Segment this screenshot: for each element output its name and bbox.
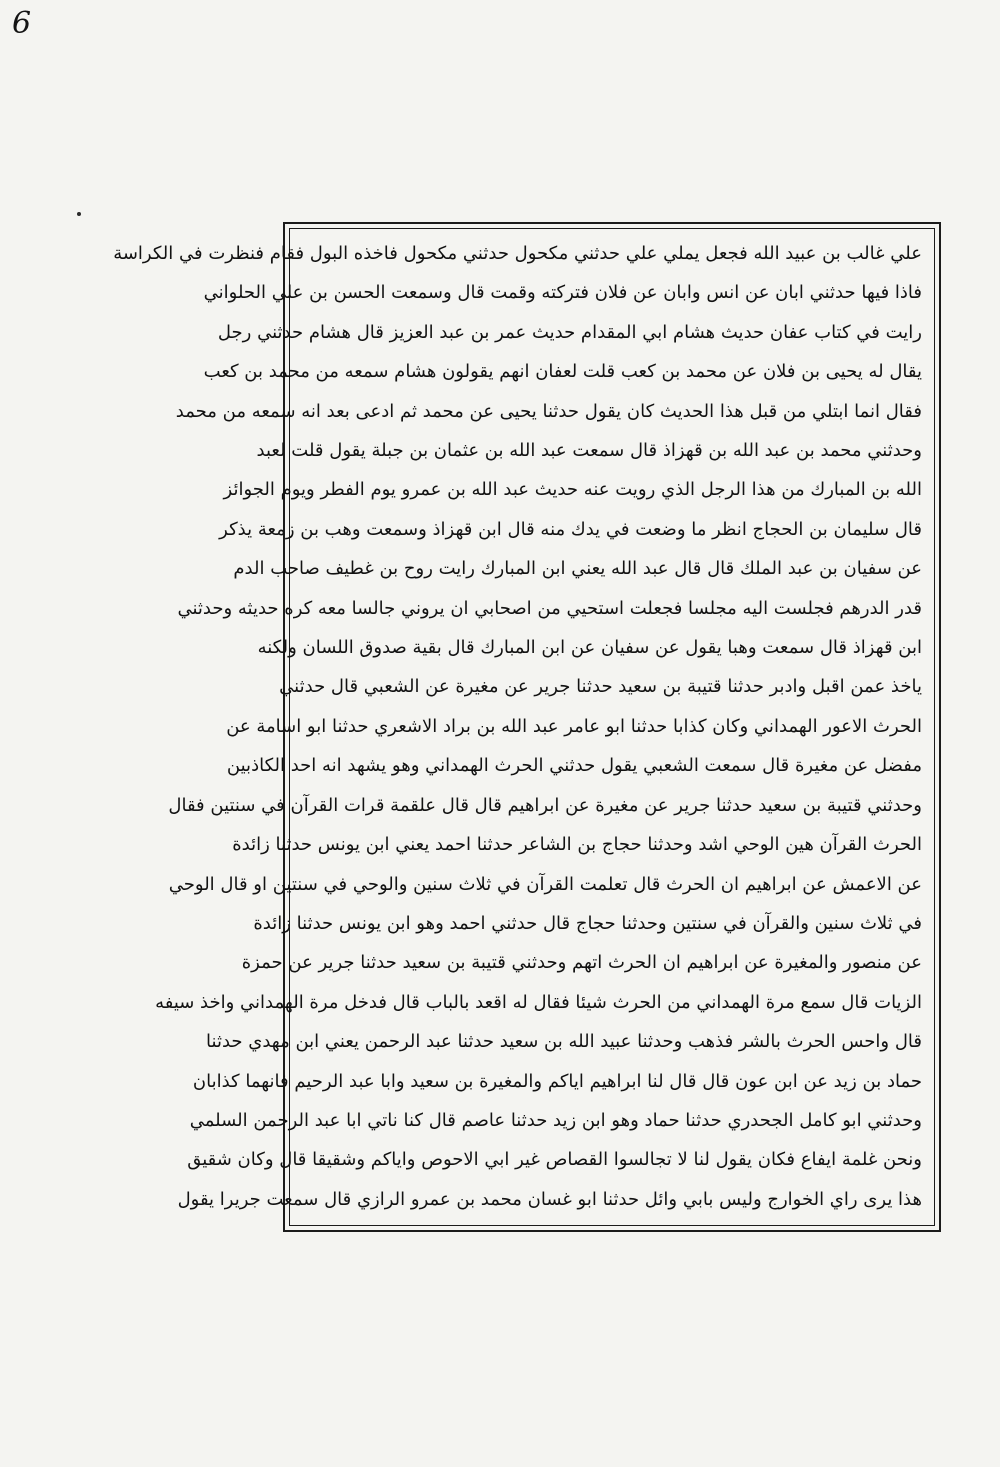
- page-number: 6: [12, 6, 32, 41]
- manuscript-text: [113, 237, 922, 1217]
- manuscript-line: ياخذ عمن اقبل وادبر حدثنا قتيبة بن سعيد حدثنا جرير عن مغيرة عن الشعبي قال حدثني: [279, 676, 922, 698]
- manuscript-line: قال واحس الحرث بالشر فذهب وحدثنا عبيد الله بن سعيد حدثنا عبد الرحمن يعني ابن مهدي حدثنا: [206, 1031, 922, 1053]
- manuscript-line: قدر الدرهم فجلست اليه مجلسا فجعلت استحيي من اصحابي ان يروني جالسا معه كره حديثه وحدثني: [177, 597, 922, 619]
- manuscript-line: وحدثني قتيبة بن سعيد حدثنا جرير عن مغيرة عن ابراهيم قال قال علقمة قرات القرآن في سنتين فقال: [168, 794, 922, 816]
- manuscript-line: فقال انما ابتلي من قبل هذا الحديث كان يقول حدثنا يحيى عن محمد ثم ادعى بعد انه سمعه من محمد: [175, 400, 922, 422]
- manuscript-line: وحدثني ابو كامل الجحدري حدثنا حماد وهو ابن زيد حدثنا عاصم قال كنا ناتي ابا عبد الرحمن السلمي: [189, 1109, 922, 1131]
- manuscript-line: حماد بن زيد عن ابن عون قال قال لنا ابراهيم اياكم والمغيرة بن سعيد وابا عبد الرحيم فانهما كذابان: [192, 1070, 922, 1092]
- manuscript-line: عن الاعمش عن ابراهيم ان الحرث قال تعلمت القرآن في ثلاث سنين والوحي في سنتين او قال الوحي: [168, 873, 922, 895]
- manuscript-line: مفضل عن مغيرة قال سمعت الشعبي يقول حدثني الحرث الهمداني وهو يشهد انه احد الكاذبين: [226, 755, 922, 777]
- manuscript-line: وحدثني محمد بن عبد الله بن قهزاذ قال سمعت عبد الله بن عثمان بن جبلة يقول قلت لعبد: [256, 440, 922, 462]
- ink-speck: [77, 212, 81, 216]
- manuscript-line: الحرث القرآن هين الوحي اشد وحدثنا حجاج بن الشاعر حدثنا احمد يعني ابن يونس حدثنا زائدة: [232, 834, 922, 856]
- manuscript-line: رايت في كتاب عفان حديث هشام ابي المقدام حديث عمر بن عبد العزيز قال هشام حدثني رجل: [217, 321, 922, 343]
- manuscript-line: يقال له يحيى بن فلان عن محمد بن كعب قلت لعفان انهم يقولون هشام سمعه من محمد بن كعب: [203, 361, 922, 383]
- manuscript-line: الله بن المبارك من هذا الرجل الذي رويت عنه حديث عبد الله بن عمرو يوم الفطر ويوم الجوائز: [223, 479, 922, 501]
- manuscript-line: عن سفيان بن عبد الملك قال قال عبد الله يعني ابن المبارك رايت روح بن غطيف صاحب الدم: [233, 558, 922, 580]
- manuscript-line: علي غالب بن عبيد الله فجعل يملي علي حدثني مكحول حدثني مكحول فاخذه البول فقام فنظرت في الكراسة: [113, 243, 922, 264]
- manuscript-frame: [113, 222, 941, 1232]
- manuscript-line: الزيات قال سمع مرة الهمداني من الحرث شيئا فقال له اقعد بالباب قال فدخل مرة الهمداني واخذ سيفه: [155, 991, 922, 1013]
- manuscript-line: قال سليمان بن الحجاج انظر ما وضعت في يدك منه قال ابن قهزاذ وسمعت وهب بن زمعة يذكر: [219, 518, 922, 540]
- manuscript-line: عن منصور والمغيرة عن ابراهيم ان الحرث اتهم وحدثني قتيبة بن سعيد حدثنا جرير عن حمزة: [241, 952, 922, 974]
- manuscript-line: الحرث الاعور الهمداني وكان كذابا حدثنا ابو عامر عبد الله بن براد الاشعري حدثنا ابو اسامة عن: [226, 715, 922, 737]
- manuscript-line: ابن قهزاذ قال سمعت وهبا يقول عن سفيان عن ابن المبارك قال بقية صدوق اللسان ولكنه: [257, 637, 922, 659]
- manuscript-line: هذا يرى راي الخوارج وليس بابي وائل حدثنا ابو غسان محمد بن عمرو الرازي قال سمعت جريرا يقول: [177, 1188, 922, 1210]
- manuscript-line: ونحن غلمة ايفاع فكان يقول لنا لا تجالسوا القصاص غير ابي الاحوص واياكم وشقيقا قال وكان شقيق: [187, 1149, 922, 1171]
- manuscript-line: فاذا فيها حدثني ابان عن انس وابان عن فلان فتركته وقمت قال وسمعت الحسن بن علي الحلواني: [203, 282, 922, 304]
- manuscript-inner-border: [113, 228, 935, 1226]
- manuscript-line: في ثلاث سنين والقرآن في سنتين وحدثنا حجاج قال حدثني احمد وهو ابن يونس حدثنا زائدة: [253, 912, 922, 934]
